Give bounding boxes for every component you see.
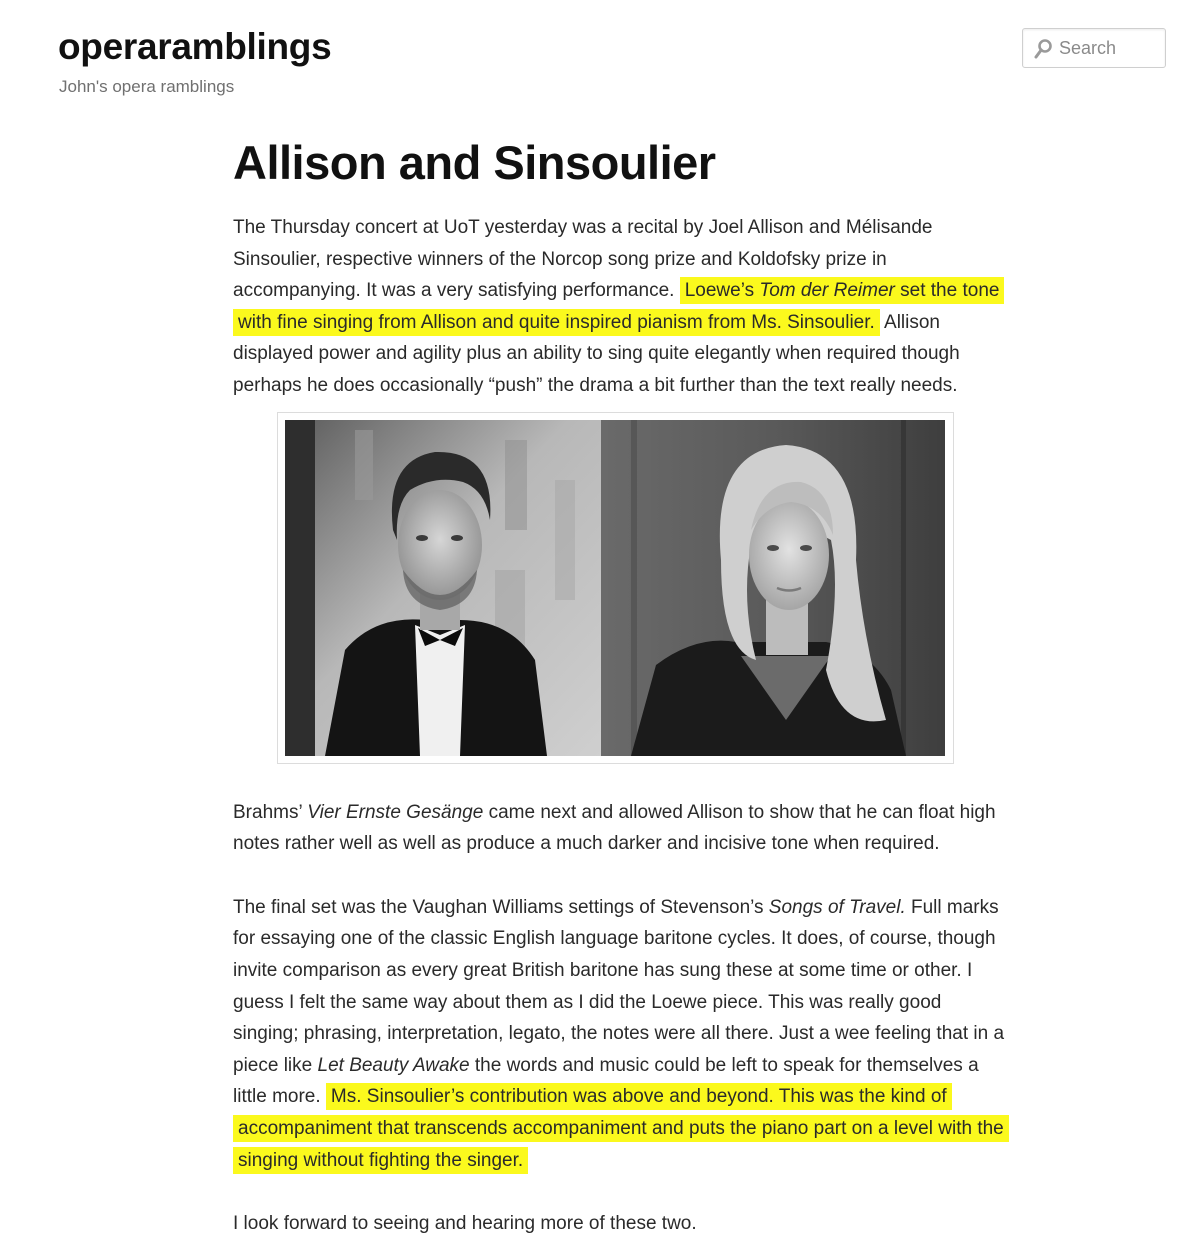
highlight-2: Ms. Sinsoulier’s contribution was above and beyond. This was the kind of accompaniment that transcends accompaniment and puts the piano part on a level with the singing without fighting the singer. — [233, 1083, 1009, 1173]
work-title-vier-ernste-gesange: Vier Ernste Gesänge — [307, 801, 484, 823]
photo-baritone — [285, 420, 601, 756]
photo-pair — [285, 420, 945, 756]
work-title-let-beauty-awake: Let Beauty Awake — [317, 1054, 470, 1076]
paragraph-4: I look forward to seeing and hearing more of these two. — [233, 1213, 697, 1235]
paragraph-2-text-a: Brahms’ — [233, 801, 308, 823]
post-content — [233, 212, 1008, 1240]
search-input[interactable] — [1059, 35, 1159, 61]
highlight-1-text-a: Loewe’s — [684, 280, 760, 302]
paragraph-3 — [233, 892, 1008, 1176]
search-icon — [1033, 38, 1053, 60]
paragraph-2 — [233, 797, 1008, 860]
paragraph-3-text-c: the words and music could be left to speak for themselves a little more. — [233, 1054, 979, 1108]
site-title[interactable]: operaramblings — [58, 26, 332, 67]
paragraph-2-text-b: came next and allowed Allison to show that he can float high notes rather well as well as produce a much darker and incisive tone when required. — [233, 801, 996, 855]
work-title-songs-of-travel: Songs of Travel. — [768, 896, 906, 918]
photo-pianist — [601, 420, 945, 756]
performers-photo — [277, 412, 954, 764]
work-title-tom-der-reimer: Tom der Reimer — [759, 280, 895, 302]
highlight-1-text-b: set the tone with fine singing from Allison and quite inspired pianism from Ms. Sinsoulier. — [238, 280, 1000, 333]
paragraph-1 — [233, 212, 1008, 402]
paragraph-1-text-a: The Thursday concert at UoT yesterday was a recital by Joel Allison and Mélisande Sinsoulier, respective winners of the Norcop song prize and Koldofsky prize in accompanying. It was a very satisfying performance. — [233, 217, 933, 302]
search-box[interactable] — [1022, 28, 1166, 68]
site-description: John's opera ramblings — [59, 77, 235, 96]
paragraph-3-text-b: Full marks for essaying one of the classic English language baritone cycles. It does, of course, though invite comparison as every great British baritone has sung these at some time or other. I guess I felt the same way about them as I did the Loewe piece. This was really good singing; phrasing, interpretation, legato, the notes were all there. Just a wee feeling that in a piece like — [233, 896, 1005, 1076]
paragraph-1-text-b: Allison displayed power and agility plus an ability to sing quite elegantly when required though perhaps he does occasionally “push” the drama a bit further than the text really needs. — [233, 311, 960, 396]
paragraph-3-text-a: The final set was the Vaughan Williams settings of Stevenson’s — [233, 896, 769, 918]
post-title: Allison and Sinsoulier — [233, 136, 716, 189]
